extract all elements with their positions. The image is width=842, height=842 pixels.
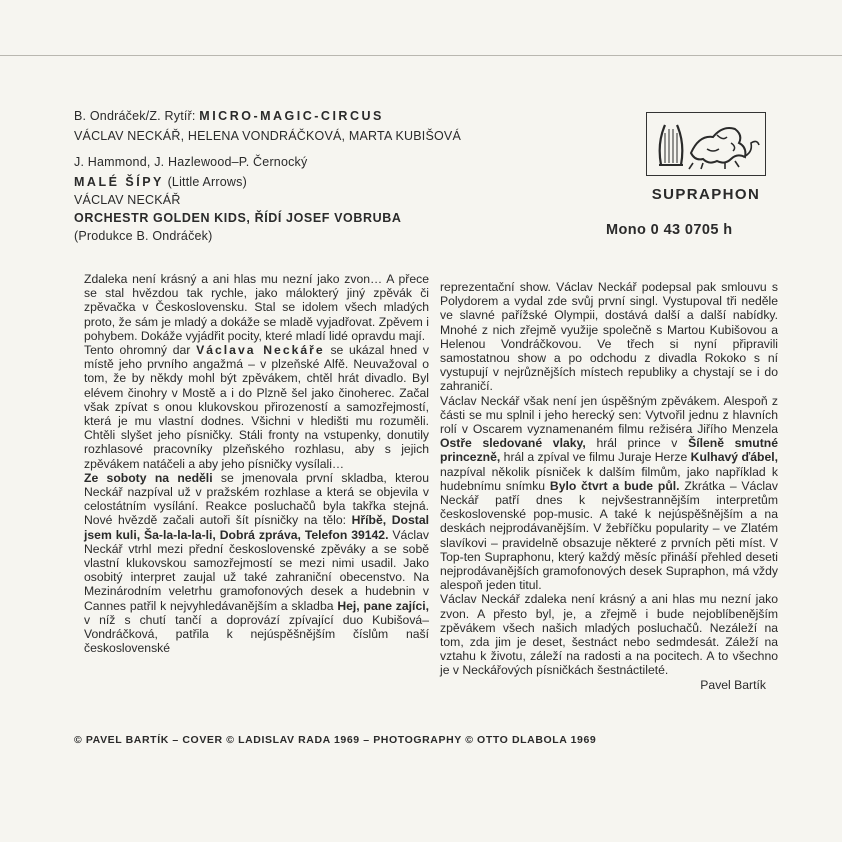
credit-line-1 [74, 108, 384, 124]
song2-performer: VÁCLAV NECKÁŘ [74, 193, 181, 207]
text-run: se ukázal hned v místě jeho prvního angažmá – v plzeňské Alfě. Neuvažoval o tom, že by někdy mohl být zpěvákem, chtěl hrát divadlo. Byl elévem činohry v Mostě a i do Plzně šel jako činoherec. Začal však zpívat s onou klukovskou přirozeností a samozřejmostí, která je mu vlastní dodnes. Všichni v hledišti mu rozuměli. Chtěli slyšet jeho písničky. Stáli fronty na vstupenky, donutily rozhlasové pracovníky plzeňského rozhlasu, aby s jejich zpěvákem natáčeli a aby jeho písničky vysílali… [84, 343, 429, 471]
song-title: Hej, pane zajíci, [337, 598, 429, 613]
paragraph: Zdaleka není krásný a ani hlas mu nezní jako zvon… A přece se stal hvězdou tak rychle, jako málokterý jiný zpěvák či zpěvačka v Československu. Stal se idolem všech mladých proto, že sám je mladý a dokáže se mladě vyjadřovat. Zpěvem i pohybem. Dokáže vyjádřit pocity, které mladí lidé opravdu mají. [84, 272, 429, 343]
paragraph: reprezentační show. Václav Neckář podepsal pak smlouvu s Polydorem a vydal zde svůj první singl. Vystupoval tři neděle ve slavné pařížské Olympii, dostává další a další nabídky. Mnohé z nich zřejmě využije společně s Martou Kubišovou a Helenou Vondráčkovou. Ve třech si nyní připravili samostatnou show a po odchodu z divadla Rokoko s ní vystupují v nejrůznějších místech republiky a chystají se i do zahraničí. [440, 280, 778, 394]
paragraph [440, 394, 778, 593]
author-signature: Pavel Bartík [700, 677, 766, 692]
text-run: nazpíval několik písniček k dalším filmům, jako například k hudebnímu snímku [440, 464, 778, 493]
copyright-footer: © PAVEL BARTÍK – COVER © LADISLAV RADA 1969 – PHOTOGRAPHY © OTTO DLABOLA 1969 [74, 734, 597, 746]
song2-authors: J. Hammond, J. Hazlewood–P. Černocký [74, 155, 308, 169]
text-run: hrál prince v [596, 436, 678, 451]
producer-credit: (Produkce B. Ondráček) [74, 229, 213, 243]
text-run: Václav Neckář vtrhl mezi přední československé zpěváky a se sobě vlastní klukovskou samozřejmostí se mezi nimi usadil. Jako osobitý interpret zaujal už také zahraniční obecenstvo. Na Mezinárodním veletrhu gramofonových desek a hudebnin v Cannes patřil k nejvyhledávanějším a skladba [84, 527, 429, 613]
text-run: Tento ohromný dar [84, 343, 191, 358]
label-name: SUPRAPHON [651, 186, 761, 203]
song1-authors: B. Ondráček/Z. Rytíř: [74, 109, 196, 123]
supraphon-logo [646, 112, 766, 176]
fold-line [0, 55, 842, 56]
text-run: hrál a zpíval ve filmu Juraje Herze [503, 450, 688, 465]
paragraph: Václav Neckář zdaleka není krásný a ani hlas mu nezní jako zvon. A přesto byl, je, a zřejmě i bude nejoblíbenějším zpěvákem všech našich mladých posluchačů. Nezáleží na tom, zda jim je deset, šestnáct nebo sedmdesát. Záleží na vztahu k životu, záleží na radosti a na pocitech. A to všechno je v Neckářových písničkách šestnáctileté. [440, 592, 778, 678]
catalog-number: Mono 0 43 0705 h [606, 222, 733, 238]
lion-lyre-icon [647, 113, 765, 175]
liner-notes-right-column [440, 280, 778, 692]
song2-subtitle: (Little Arrows) [167, 175, 247, 189]
film-title: Bylo čtvrt a bude půl. [549, 478, 680, 493]
film-title: Ostře sledované vlaky, [440, 436, 586, 451]
text-run: se jmenovala první skladba, kterou Neckář nazpíval už v pražském rozhlase a která se objevila v celostátním vysílání. Reakce posluchačů byla takřka stejná. Nové hvězdě začali autoři šít písničky na tělo: [84, 470, 429, 528]
film-title: Kulhavý ďábel, [690, 450, 778, 465]
song2-title: MALÉ ŠÍPY [74, 175, 164, 189]
paragraph [84, 471, 429, 656]
song1-performers: VÁCLAV NECKÁŘ, HELENA VONDRÁČKOVÁ, MARTA KUBIŠOVÁ [74, 129, 461, 143]
song-list: Hříbě, Dostal jsem kuli, Ša-la-la-la-li, Dobrá zpráva, Telefon 39142. [84, 513, 429, 542]
song1-title: MICRO-MAGIC-CIRCUS [199, 109, 384, 123]
text-run: Zkrátka – Václav Neckář patří dnes k nejvšestrannějším interpretům československé pop-music. A také k nejúspěšnějším a na deskách nejprodávanějším. V žebříčku popularity – ve Zlatém slavíkovi – pravidelně obsazuje některé z prvních pěti míst. V Top-ten Supraphonu, který každý měsíc přináší přehled deseti nejprodávanějších gramofonových desek Supraphon, má vždy alespoň jeden titul. [440, 478, 779, 593]
film-title: Šíleně smutné princezně, [440, 436, 778, 465]
credit-line-4 [74, 174, 247, 190]
orchestra-credit: ORCHESTR GOLDEN KIDS, ŘÍDÍ JOSEF VOBRUBA [74, 211, 402, 225]
paragraph [84, 343, 429, 471]
text-run: v níž s chutí tančí a doprovází zpívající duo Kubišová–Vondráčková, patřila k nejúspěšnějším číslům naší československé [84, 612, 429, 656]
song-title: Ze soboty na neděli [84, 470, 213, 485]
liner-notes-left-column [84, 272, 429, 655]
artist-name: Václava Neckáře [196, 343, 325, 358]
text-run: Václav Neckář však není jen úspěšným zpěvákem. Alespoň z části se mu splnil i jeho herecký sen: Vytvořil jednu z hlavních rolí v Oscarem vyznamenaném filmu režiséra Jiřího Menzela [440, 393, 778, 437]
